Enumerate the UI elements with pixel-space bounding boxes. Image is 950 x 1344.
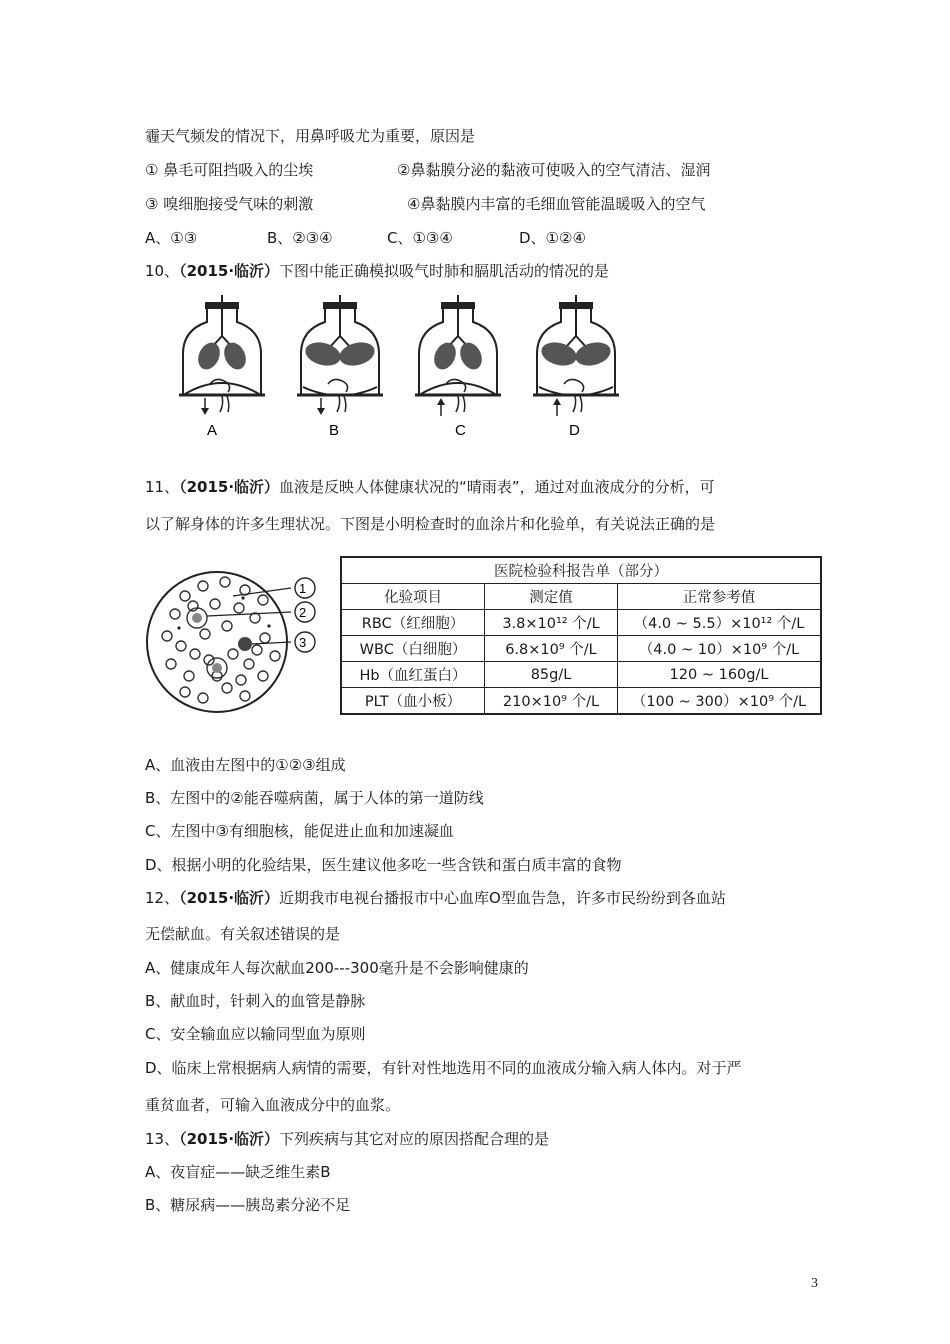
q11-option-c: C、左图中③有细胞核，能促进止血和加速凝血 [145,822,454,840]
lab-cell-ref: 120 ~ 160g/L [618,662,822,688]
q9-statement-row [145,194,706,214]
lab-cell-item: PLT（血小板） [341,688,485,715]
q12-stem-line-2: 无偿献血。有关叙述错误的是 [145,925,341,943]
q9-statement-1: ① 鼻毛可阻挡吸入的尘埃 [145,161,314,179]
bell-jar-d [533,295,619,416]
lab-report-title: 医院检验科报告单（部分） [341,557,821,584]
q9-option-a: A、①③ [145,229,198,247]
q10-number: 10、 [145,262,180,280]
lab-report [340,556,822,715]
q12-stem-line-1 [145,888,726,908]
q12-source: （2015·临沂） [179,889,280,907]
q9-statement-4: ④鼻黏膜内丰富的毛细血管能温暖吸入的空气 [407,195,706,213]
bell-jar-c [415,295,501,416]
q9-statement-2: ②鼻黏膜分泌的黏液可使吸入的空气清洁、湿润 [397,161,711,179]
smear-label-1: 1 [299,581,307,596]
bell-jar-b [297,295,383,415]
q9-option-c: C、①③④ [387,229,453,247]
q12-option-a: A、健康成年人每次献血200---300毫升是不会影响健康的 [145,959,529,977]
q12-number: 12、 [145,889,180,907]
q10-stem: 下图中能正确模拟吸气时肺和膈肌活动的情况的是 [279,262,610,280]
q11-stem-line-2: 以了解身体的许多生理状况。下图是小明检查时的血涂片和化验单，有关说法正确的是 [145,515,716,533]
lab-cell-ref: （4.0 ~ 10）×10⁹ 个/L [618,636,822,662]
table-row [341,610,821,636]
bell-jar-a [179,295,265,415]
table-row [341,688,821,715]
lab-cell-value: 85g/L [485,662,618,688]
q13-option-b: B、糖尿病——胰岛素分泌不足 [145,1196,351,1214]
q13-option-a: A、夜盲症——缺乏维生素B [145,1163,331,1181]
q9-statement-row [145,160,711,180]
q11-stem-1: 血液是反映人体健康状况的“晴雨表”，通过对血液成分的分析，可 [279,478,715,496]
blood-smear-figure [145,568,335,716]
q9-option-d: D、①②④ [519,229,586,247]
bell-jar-label-d: D [569,422,580,439]
table-row [341,636,821,662]
lab-cell-ref: （4.0 ~ 5.5）×10¹² 个/L [618,610,822,636]
lab-cell-item: WBC（白细胞） [341,636,485,662]
table-row [341,662,821,688]
q13-source: （2015·临沂） [179,1130,280,1148]
q10-stem-line [145,261,609,281]
q11-source: （2015·临沂） [179,478,280,496]
lab-cell-value: 3.8×10¹² 个/L [485,610,618,636]
lab-header-ref: 正常参考值 [618,584,822,610]
q13-number: 13、 [145,1130,180,1148]
q9-statement-3: ③ 嗅细胞接受气味的刺激 [145,195,314,213]
q12-option-d-cont: 重贫血者，可输入血液成分中的血浆。 [145,1096,401,1114]
q12-option-d: D、临床上常根据病人病情的需要，有针对性地选用不同的血液成分输入病人体内。对于严 [145,1059,742,1077]
q10-source: （2015·临沂） [179,262,280,280]
q13-stem-line [145,1129,549,1149]
q12-stem-1: 近期我市电视台播报市中心血库O型血告急，许多市民纷纷到各血站 [279,889,726,907]
q10-bell-jar-figure [165,292,635,442]
q9-stem-tail: 霾天气频发的情况下，用鼻呼吸尤为重要，原因是 [145,127,476,145]
q11-option-a: A、血液由左图中的①②③组成 [145,756,346,774]
q12-option-c: C、安全输血应以输同型血为原则 [145,1025,366,1043]
q9-options [145,228,586,248]
lab-header-item: 化验项目 [341,584,485,610]
bell-jar-label-c: C [455,422,466,439]
lab-cell-ref: （100 ~ 300）×10⁹ 个/L [618,688,822,715]
page-number: 3 [811,1276,818,1291]
lab-header-value: 测定值 [485,584,618,610]
q11-option-b: B、左图中的②能吞噬病菌，属于人体的第一道防线 [145,789,484,807]
q11-stem-line-1 [145,477,715,497]
q13-stem: 下列疾病与其它对应的原因搭配合理的是 [279,1130,550,1148]
lab-cell-value: 6.8×10⁹ 个/L [485,636,618,662]
q12-option-b: B、献血时，针刺入的血管是静脉 [145,992,366,1010]
smear-label-2: 2 [299,605,307,620]
lab-cell-value: 210×10⁹ 个/L [485,688,618,715]
bell-jar-label-b: B [329,422,340,439]
q11-option-d: D、根据小明的化验结果，医生建议他多吃一些含铁和蛋白质丰富的食物 [145,856,622,874]
bell-jar-label-a: A [207,422,218,439]
q11-number: 11、 [145,478,180,496]
smear-label-3: 3 [299,635,307,650]
lab-cell-item: Hb（血红蛋白） [341,662,485,688]
lab-cell-item: RBC（红细胞） [341,610,485,636]
lab-report-table [340,556,822,715]
q9-option-b: B、②③④ [267,229,333,247]
